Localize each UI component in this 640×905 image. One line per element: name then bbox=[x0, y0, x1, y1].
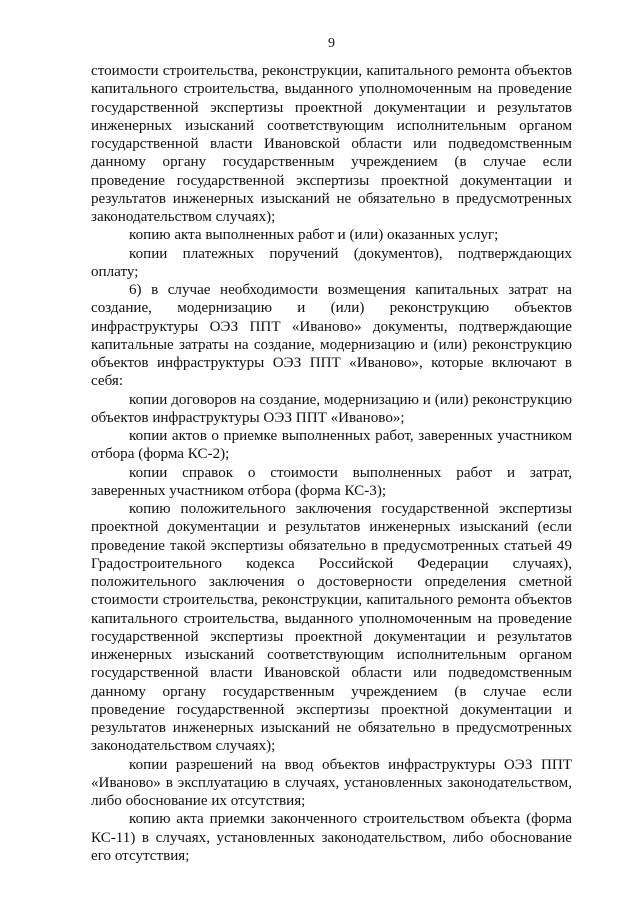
paragraph-ks11: копию акта приемки законченного строительством объекта (форма КС-11) в случаях, установленных законодательством, либо обоснование его отсутствия; bbox=[91, 811, 572, 864]
paragraph-payment-orders: копии платежных поручений (документов), подтверждающих оплату; bbox=[91, 245, 572, 280]
paragraph-ks3: копии справок о стоимости выполненных работ и затрат, заверенных участником отбора (форма КС-3); bbox=[91, 464, 572, 499]
paragraph-acts-of-work: копию акта выполненных работ и (или) оказанных услуг; bbox=[129, 227, 499, 244]
paragraph-ks2: копии актов о приемке выполненных работ, заверенных участником отбора (форма КС-2); bbox=[91, 428, 572, 463]
paragraph-commissioning-permits: копии разрешений на ввод объектов инфраструктуры ОЭЗ ППТ «Иваново» в эксплуатацию в случаях, установленных законодательством, либо обоснование их отсутствия; bbox=[91, 756, 572, 809]
paragraph-contracts: копии договоров на создание, модернизацию и (или) реконструкцию объектов инфраструктуры ОЭЗ ППТ «Иваново»; bbox=[91, 391, 572, 426]
paragraph-expertise-conclusion: копию положительного заключения государственной экспертизы проектной документации и результатов инженерных изысканий (если проведение такой экспертизы обязательно в предусмотренных статьей 49 Градостроительного кодекса Российской Федерации случаях), положительного заключения о достоверности определения сметной стоимости строительства, реконструкции, капитального ремонта объектов капитального строительства, выданного уполномоченным на проведение государственной экспертизы проектной документации и результатов инженерных изысканий соответствующим исполнительным органом государственной власти Ивановской области или подведомственным данному органу государственным учреждением (в случае если проведение государственной экспертизы проектной документации и результатов инженерных изысканий не обязательно в предусмотренных законодательством случаях); bbox=[91, 501, 572, 755]
page-number: 9 bbox=[328, 36, 335, 51]
document-body bbox=[91, 62, 572, 865]
paragraph-item-6: 6) в случае необходимости возмещения капитальных затрат на создание, модернизацию и (или) реконструкцию объектов инфраструктуры ОЭЗ ППТ «Иваново» документы, подтверждающие капитальные затраты на создание, модернизацию и (или) реконструкцию объектов инфраструктуры ОЭЗ ППТ «Иваново», которые включают в себя: bbox=[91, 282, 572, 390]
paragraph-continuation: стоимости строительства, реконструкции, капитального ремонта объектов капитального строительства, выданного уполномоченным на проведение государственной экспертизы проектной документации и результатов инженерных изысканий соответствующим исполнительным органом государственной власти Ивановской области или подведомственным данному органу государственным учреждением (в случае если проведение государственной экспертизы проектной документации и результатов инженерных изысканий не обязательно в предусмотренных законодательством случаях); bbox=[91, 63, 572, 225]
